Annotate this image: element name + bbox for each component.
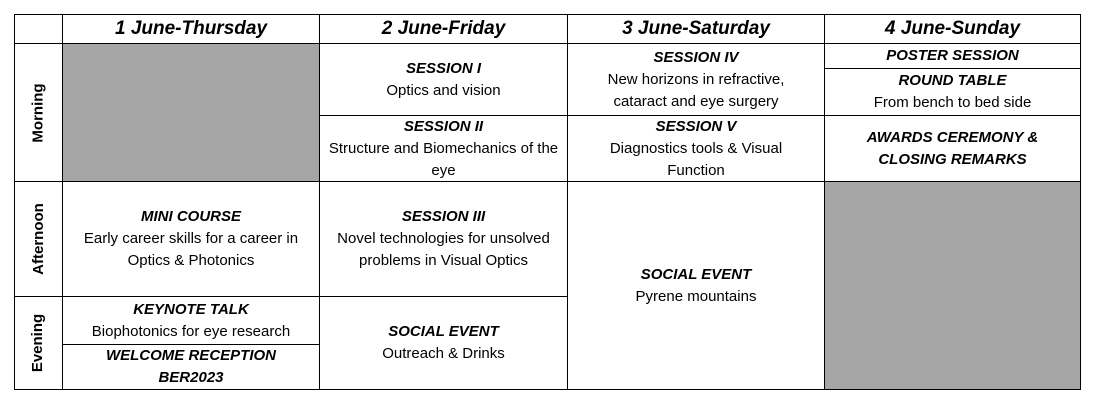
session-4-title: SESSION IV — [653, 48, 739, 66]
keynote-title: KEYNOTE TALK — [133, 300, 249, 318]
friday-session-3 — [319, 181, 568, 297]
saturday-social-title: SOCIAL EVENT — [640, 265, 752, 283]
poster-session-title: POSTER SESSION — [886, 47, 1019, 64]
corner-cell — [14, 14, 63, 44]
period-evening-label: Evening — [29, 313, 47, 373]
mini-course-desc: Early career skills for a career in Optics & Photonics — [83, 230, 299, 269]
welcome-reception-title: WELCOME RECEPTION BER2023 — [105, 347, 276, 386]
thursday-keynote — [62, 296, 320, 345]
session-5-desc: Diagnostics tools & Visual Function — [609, 139, 783, 179]
thursday-morning-empty — [62, 43, 320, 182]
session-4-desc: New horizons in refractive, cataract and eye surgery — [607, 70, 785, 110]
session-3-title: SESSION III — [401, 208, 486, 225]
saturday-session-5 — [567, 115, 825, 182]
mini-course-title: MINI COURSE — [140, 208, 241, 225]
day-header-thursday: 1 June-Thursday — [62, 14, 320, 44]
sunday-round-table — [824, 68, 1081, 116]
period-morning-label: Morning — [29, 82, 47, 143]
saturday-social-desc: Pyrene mountains — [635, 287, 757, 305]
day-header-sunday: 4 June-Sunday — [824, 14, 1081, 44]
thursday-mini-course — [62, 181, 320, 297]
period-afternoon — [14, 181, 63, 297]
thursday-welcome-reception — [62, 344, 320, 390]
session-2-desc: Structure and Biomechanics of the eye — [328, 139, 559, 179]
session-2-title: SESSION II — [403, 117, 484, 135]
session-5-title: SESSION V — [655, 117, 737, 135]
friday-social-desc: Outreach & Drinks — [382, 345, 505, 362]
day-header-friday: 2 June-Friday — [319, 14, 568, 44]
session-3-desc: Novel technologies for unsolved problems in Visual Optics — [337, 230, 550, 269]
day-header-saturday: 3 June-Saturday — [567, 14, 825, 44]
period-evening — [14, 296, 63, 390]
friday-session-2 — [319, 115, 568, 182]
friday-social-event — [319, 296, 568, 390]
round-table-desc: From bench to bed side — [873, 94, 1032, 111]
sunday-afternoon-evening-empty — [824, 181, 1081, 390]
period-morning — [14, 43, 63, 182]
friday-session-1 — [319, 43, 568, 116]
sunday-poster-session — [824, 43, 1081, 69]
period-afternoon-label: Afternoon — [29, 203, 47, 275]
saturday-session-4 — [567, 43, 825, 116]
saturday-social-event — [567, 181, 825, 390]
keynote-desc: Biophotonics for eye research — [91, 322, 291, 340]
round-table-title: ROUND TABLE — [898, 72, 1007, 89]
sunday-awards-ceremony — [824, 115, 1081, 182]
session-1-title: SESSION I — [405, 59, 482, 77]
friday-social-title: SOCIAL EVENT — [388, 323, 499, 340]
session-1-desc: Optics and vision — [386, 81, 501, 99]
awards-ceremony-title: AWARDS CEREMONY & CLOSING REMARKS — [866, 128, 1039, 168]
